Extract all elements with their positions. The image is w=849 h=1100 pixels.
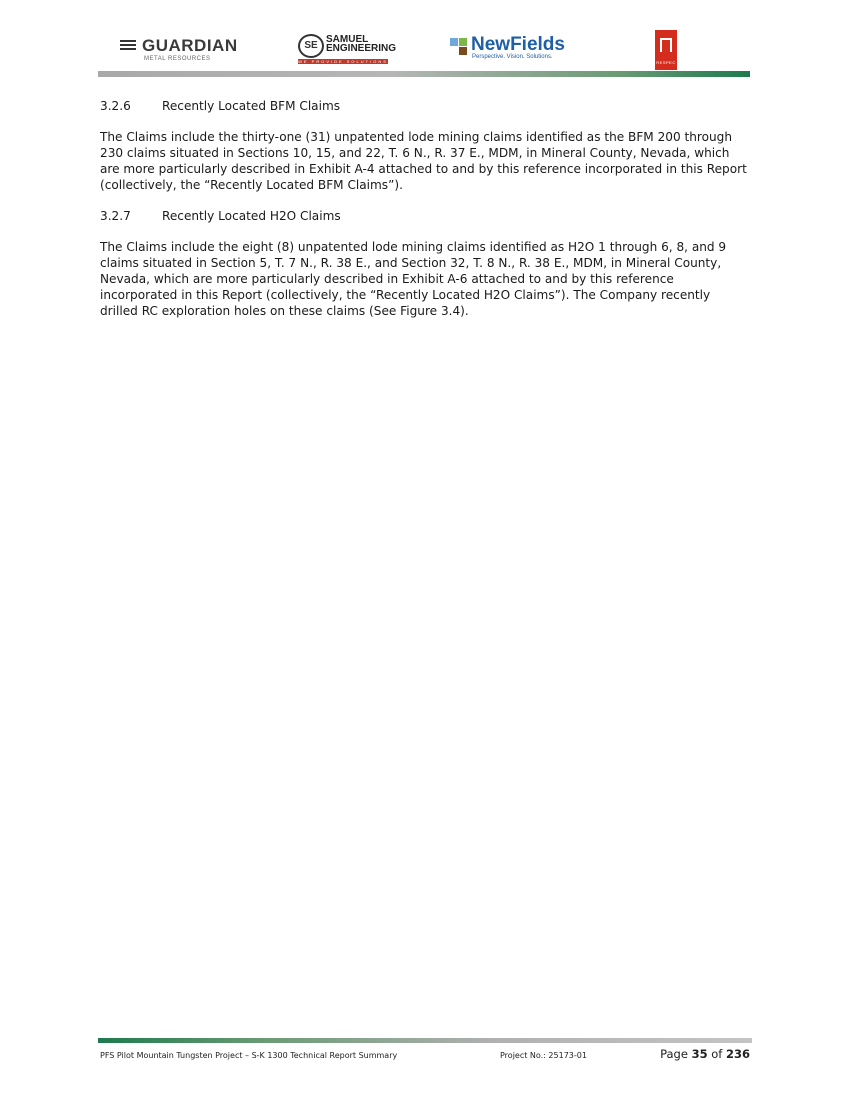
section-number: 3.2.6	[100, 99, 131, 113]
samuel-logo-tagline: WE PROVIDE SOLUTIONS	[298, 59, 388, 64]
newfields-logo-subtitle: Perspective. Vision. Solutions.	[472, 54, 553, 60]
page-prefix: Page	[660, 1047, 692, 1061]
samuel-logo-line1: SAMUEL	[326, 34, 369, 45]
newfields-squares-icon	[450, 38, 468, 56]
section-paragraph: The Claims include the eight (8) unpatented lode mining claims identified as H2O 1 through 6, 8, and 9 claims situated in Section 5, T. 7 N., R. 38 E., and Section 32, T. 8 N., R. 38 E., MDM, in Mineral County, Nevada, which are more particularly described in Exhibit A-6 attached to and by this reference incorporated in this Report (collectively, the “Recently Located H2O Claims”). The Company recently drilled RC exploration holes on these claims (See Figure 3.4).	[100, 240, 727, 318]
page-total: 236	[725, 1047, 750, 1061]
section-heading	[100, 98, 750, 114]
header-divider	[98, 71, 750, 77]
guardian-logo-name: GUARDIAN	[142, 36, 238, 55]
respec-mark-icon	[660, 38, 672, 52]
se-circle-icon: SE	[298, 34, 324, 58]
newfields-logo	[450, 36, 570, 66]
samuel-engineering-logo	[298, 34, 398, 66]
document-body	[100, 98, 750, 334]
page-number	[660, 1047, 750, 1061]
guardian-logo	[120, 36, 250, 66]
section-heading	[100, 208, 750, 224]
footer-divider	[98, 1038, 752, 1043]
respec-logo	[655, 30, 677, 70]
project-number: Project No.: 25173-01	[500, 1051, 587, 1060]
guardian-logo-subtitle: METAL RESOURCES	[144, 56, 211, 62]
newfields-logo-name: NewFields	[471, 34, 565, 55]
section-title: Recently Located H2O Claims	[162, 209, 341, 223]
page-header	[98, 26, 750, 74]
samuel-logo-line2: ENGINEERING	[326, 43, 397, 54]
section-number: 3.2.7	[100, 209, 131, 223]
menu-lines-icon	[120, 40, 136, 52]
report-title: PFS Pilot Mountain Tungsten Project – S-K 1300 Technical Report Summary	[100, 1051, 398, 1060]
section-title: Recently Located BFM Claims	[162, 99, 341, 113]
page-footer	[100, 1047, 752, 1063]
page-current: 35	[691, 1047, 708, 1061]
respec-logo-text: RESPEC	[656, 60, 676, 65]
section-paragraph: The Claims include the thirty-one (31) unpatented lode mining claims identified as the BFM 200 through 230 claims situated in Sections 10, 15, and 22, T. 6 N., R. 37 E., MDM, in Mineral County, Nevada, which are more particularly described in Exhibit A-4 attached to and by this reference incorporated in this Report (collectively, the “Recently Located BFM Claims”).	[100, 130, 747, 192]
page-of: of	[707, 1047, 726, 1061]
